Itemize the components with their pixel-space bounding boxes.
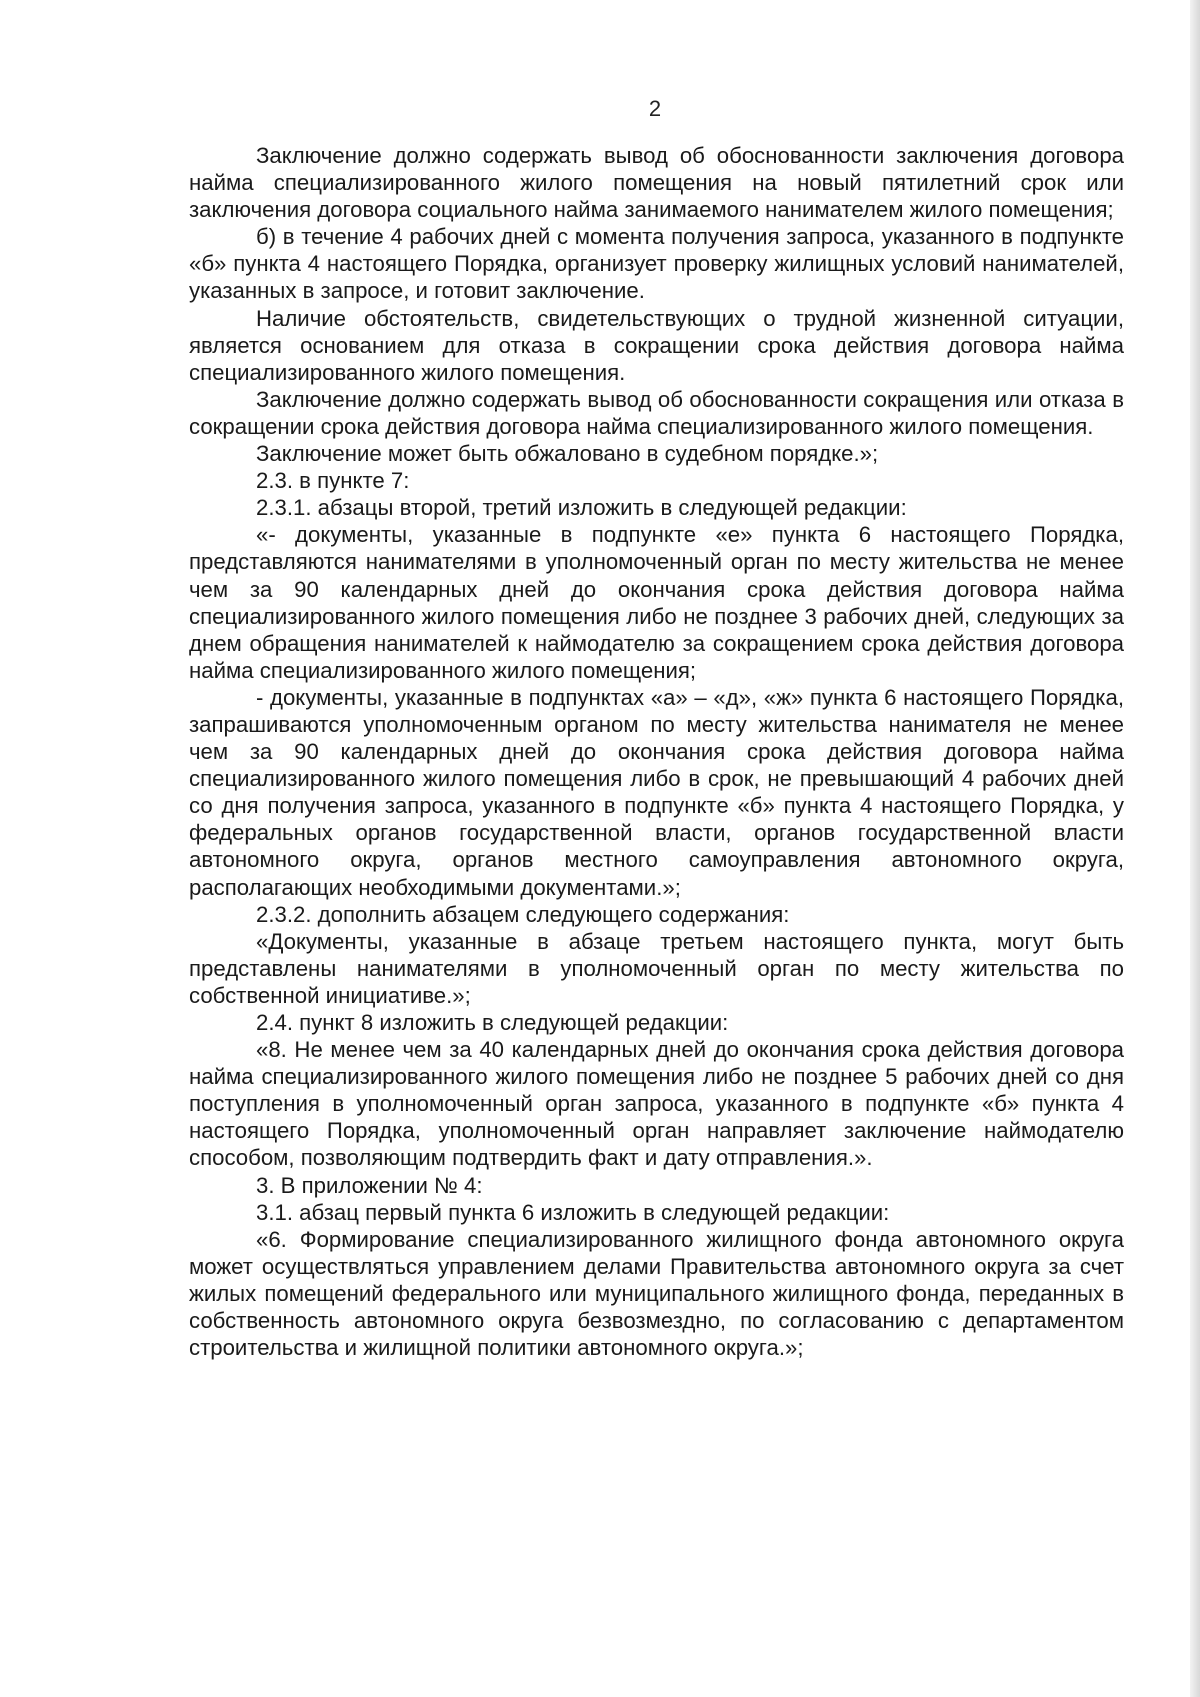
paragraph-documents-e: «- документы, указанные в подпункте «е» пункта 6 настоящего Порядка, представляются нанимателями в уполномоченный орган по месту жительства не менее чем за 90 календарных дней до окончания срока действия договора найма специализированного жилого помещения либо не позднее 3 рабочих дней, следующих за днем обращения нанимателей к наймодателю за сокращением срока действия договора найма специализированного жилого помещения; [189, 522, 1124, 683]
paragraph-documents-initiative: «Документы, указанные в абзаце третьем настоящего пункта, могут быть представлены нанимателями в уполномоченный орган по месту жительства по собственной инициативе.»; [189, 928, 1124, 1008]
paragraph-item-2-3-1: 2.3.1. абзацы второй, третий изложить в следующей редакции: [256, 495, 907, 521]
paragraph-appeal: Заключение может быть обжаловано в судебном порядке.»; [256, 441, 879, 467]
paragraph-item-3-1: 3.1. абзац первый пункта 6 изложить в следующей редакции: [256, 1199, 890, 1225]
paragraph-item-2-3: 2.3. в пункте 7: [256, 468, 410, 494]
paragraph-documents-a-d-zh: - документы, указанные в подпунктах «а» – «д», «ж» пункта 6 настоящего Порядка, запрашиваются уполномоченным органом по месту жительства нанимателя не менее чем за 90 календарных дней до окончания срока действия договора найма специализированного жилого помещения либо в срок, не превышающий 4 рабочих дней со дня получения запроса, указанного в подпункте «б» пункта 4 настоящего Порядка, у федеральных органов государственной власти, органов государственной власти автономного округа, органов местного самоуправления автономного округа, располагающих необходимыми документами.»; [189, 684, 1124, 900]
paragraph-difficult-situation: Наличие обстоятельств, свидетельствующих о трудной жизненной ситуации, является основанием для отказа в сокращении срока действия договора найма специализированного жилого помещения. [189, 305, 1124, 385]
paragraph-point-8: «8. Не менее чем за 40 календарных дней до окончания срока действия договора найма специализированного жилого помещения либо не позднее 5 рабочих дней со дня поступления в уполномоченный орган запроса, указанного в подпункте «б» пункта 4 настоящего Порядка, уполномоченный орган направляет заключение наймодателю способом, позволяющим подтвердить факт и дату отправления.». [189, 1037, 1124, 1171]
paragraph-point-6: «6. Формирование специализированного жилищного фонда автономного округа может осуществляться управлением делами Правительства автономного округа за счет жилых помещений федерального или муниципального жилищного фонда, переданных в собственность автономного округа безвозмездно, по согласованию с департаментом строительства и жилищной политики автономного округа.»; [189, 1226, 1124, 1361]
paragraph-appendix-4: 3. В приложении № 4: [256, 1172, 483, 1198]
page-number: 2 [648, 96, 662, 121]
scan-edge [1190, 0, 1200, 1697]
paragraph-subitem-b: б) в течение 4 рабочих дней с момента получения запроса, указанного в подпункте «б» пункта 4 настоящего Порядка, организует проверку жилищных условий нанимателей, указанных в запросе, и готовит заключение. [189, 224, 1124, 304]
paragraph-conclusion-content: Заключение должно содержать вывод об обоснованности заключения договора найма специализированного жилого помещения на новый пятилетний срок или заключения договора социального найма занимаемого нанимателем жилого помещения; [189, 143, 1124, 223]
paragraph-item-2-3-2: 2.3.2. дополнить абзацем следующего содержания: [256, 901, 790, 927]
document-body [189, 142, 1124, 1361]
paragraph-conclusion-reduction: Заключение должно содержать вывод об обоснованности сокращения или отказа в сокращении срока действия договора найма специализированного жилого помещения. [189, 386, 1124, 439]
paragraph-item-2-4: 2.4. пункт 8 изложить в следующей редакции: [256, 1010, 729, 1035]
